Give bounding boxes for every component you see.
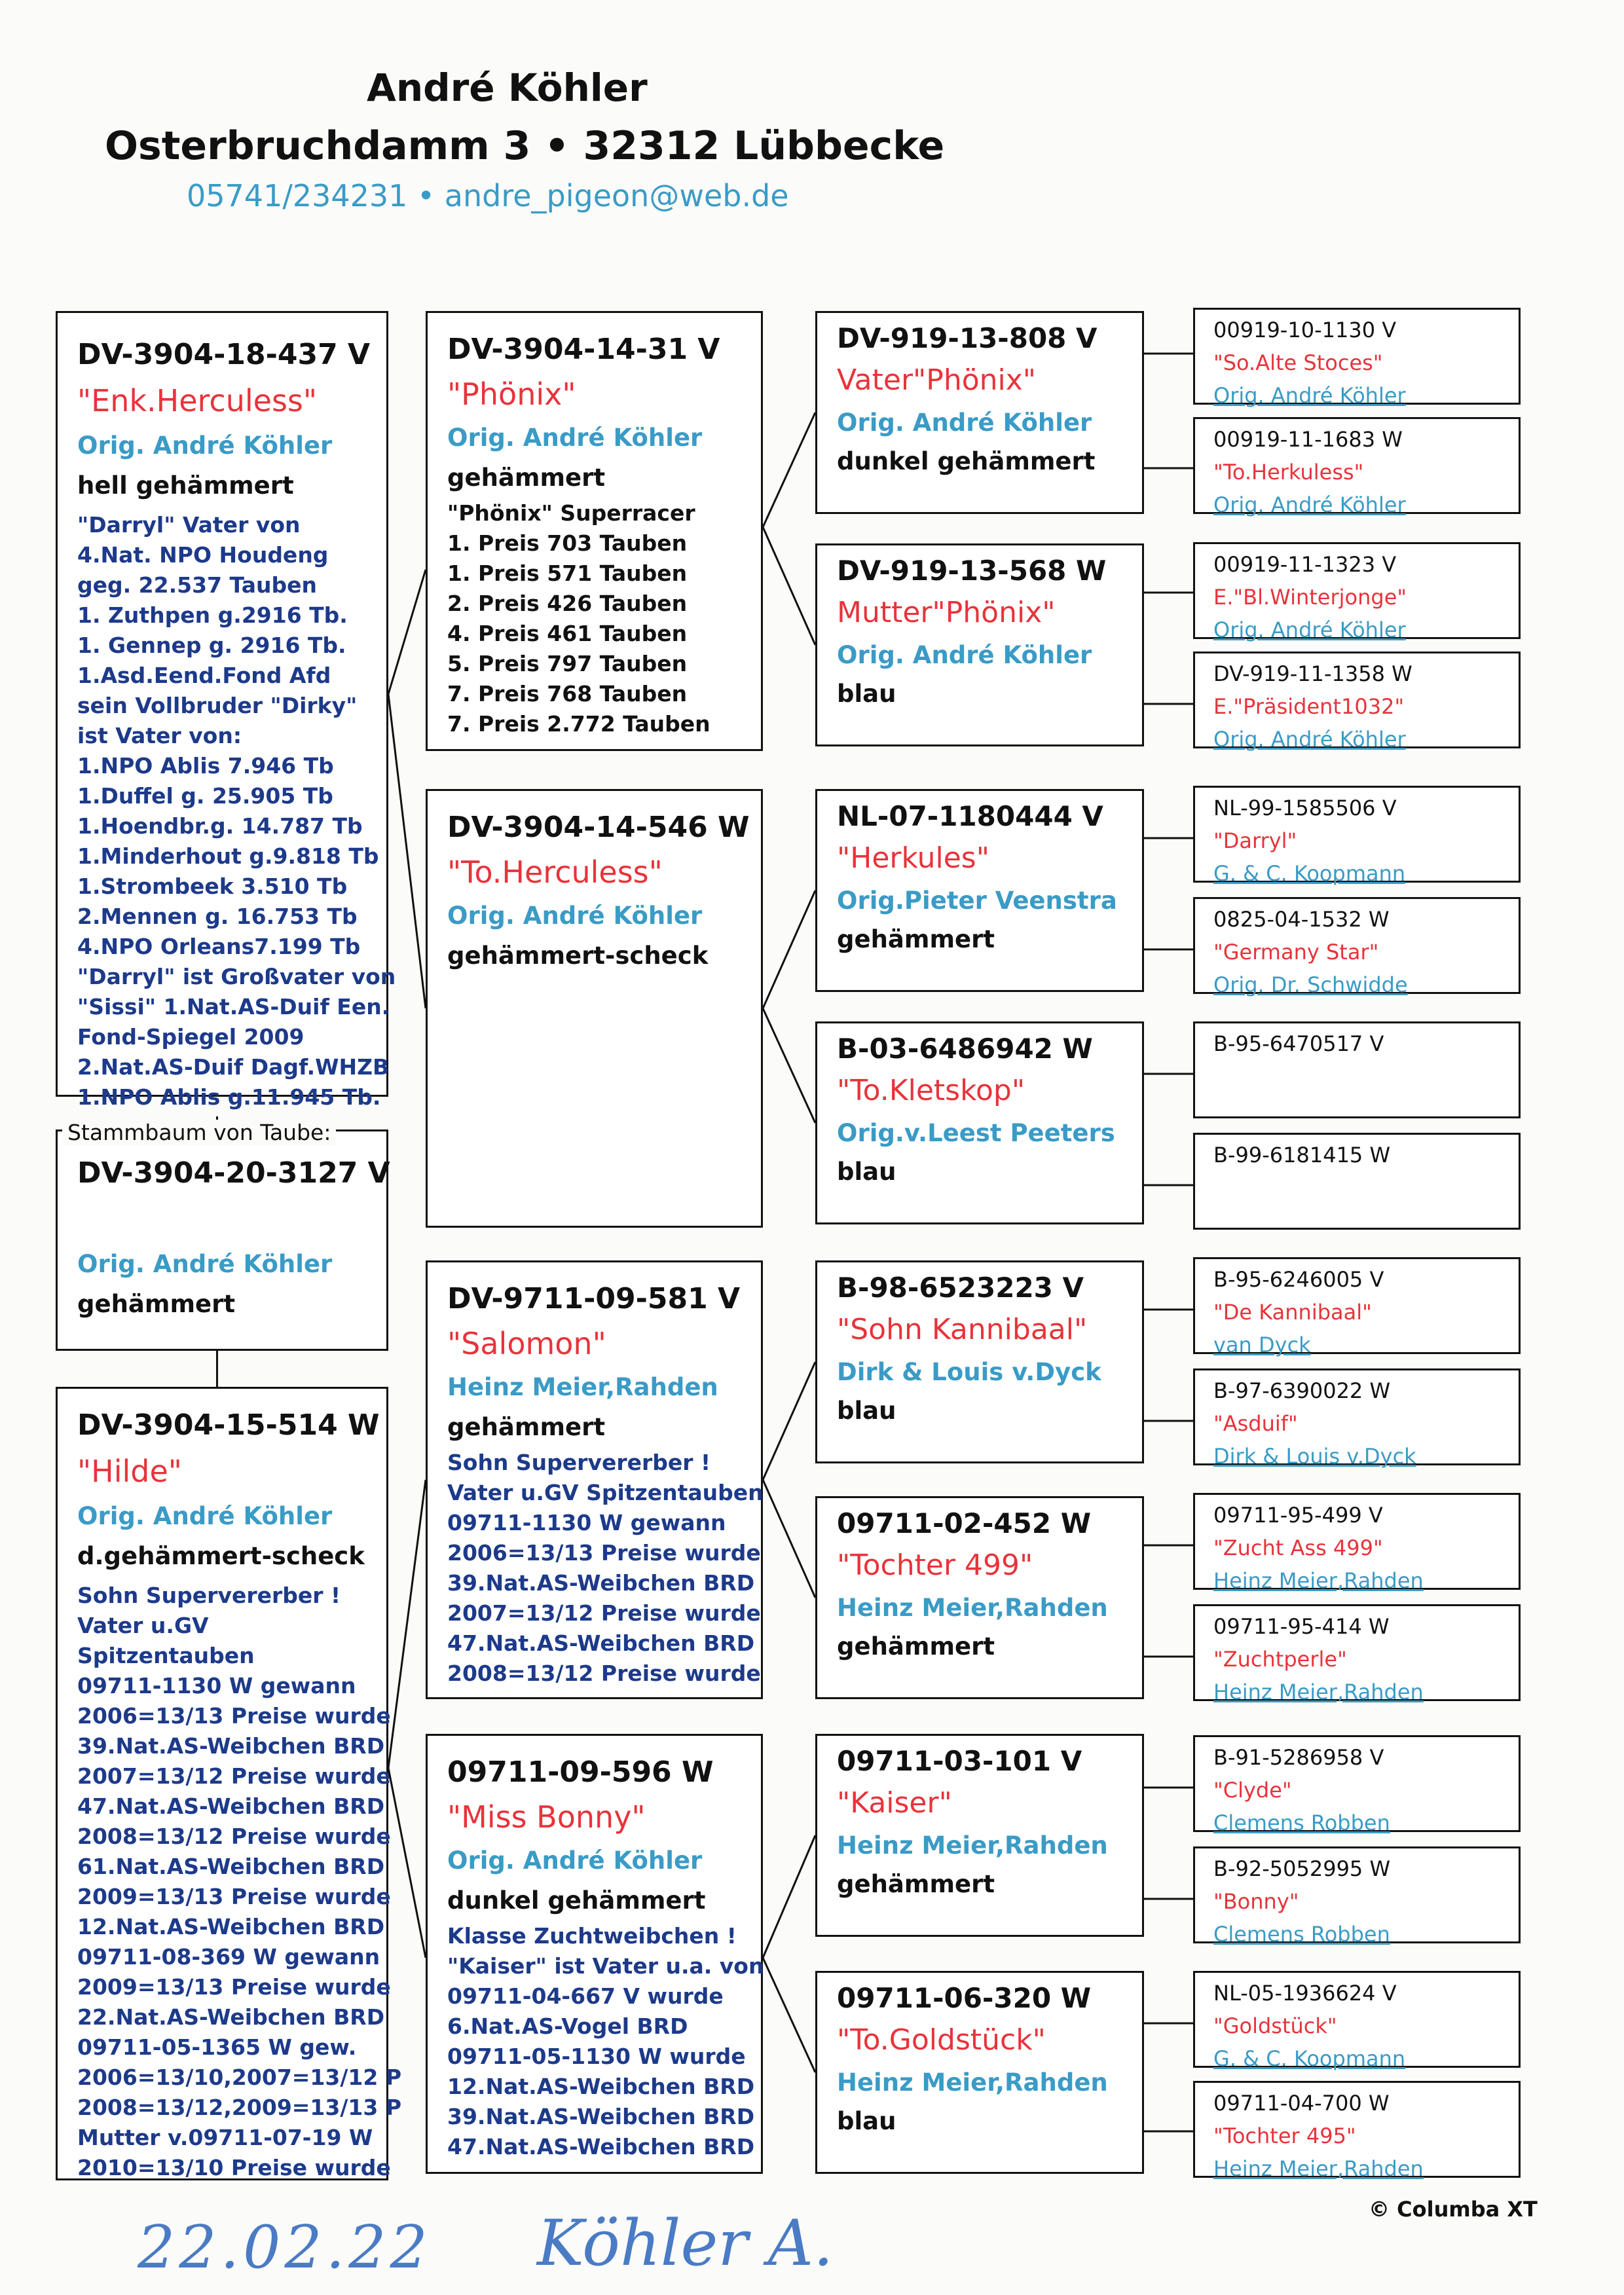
mother-note: 2008=13/12 Preise wurde [77, 1824, 391, 1849]
ggp-ring: 09711-03-101 V [837, 1745, 1082, 1777]
gp-note: 47.Nat.AS-Weibchen BRD [447, 2134, 755, 2159]
ggp-name: "To.Kletskop" [837, 1074, 1025, 1107]
a5-ring: 09711-95-414 W [1213, 1614, 1390, 1639]
mother-note: 2006=13/13 Preise wurde [77, 1703, 391, 1729]
subject-ring: DV-3904-20-3127 V [77, 1156, 390, 1190]
mother-note: 2008=13/12,2009=13/13 P [77, 2095, 401, 2120]
a5-origin: Orig. André Köhler [1213, 383, 1406, 408]
a5-origin: van Dyck [1213, 1332, 1311, 1357]
father-name: "Enk.Herculess" [77, 383, 318, 418]
father-note: 1.Asd.Eend.Fond Afd [77, 663, 331, 688]
a5-ring: 00919-10-1130 V [1213, 318, 1397, 342]
gp-note: 1. Preis 703 Tauben [447, 530, 688, 556]
a5-ring: DV-919-11-1358 W [1213, 661, 1412, 686]
ggp-origin: Orig. André Köhler [837, 641, 1092, 669]
ggp-name: "To.Goldstück" [837, 2023, 1046, 2057]
gp-note: 12.Nat.AS-Weibchen BRD [447, 2074, 755, 2099]
a5-origin: Clemens Robben [1213, 1810, 1390, 1835]
father-note: 1. Zuthpen g.2916 Tb. [77, 602, 348, 628]
gp-name: "Salomon" [447, 1326, 606, 1361]
mother-origin: Orig. André Köhler [77, 1502, 333, 1530]
a5-ring: B-95-6470517 V [1213, 1031, 1384, 1056]
a5-name: "Darryl" [1213, 828, 1297, 853]
a5-origin: Orig. André Köhler [1213, 617, 1406, 642]
connector-line [1144, 1545, 1193, 1657]
ggp-origin: Orig.v.Leest Peeters [837, 1119, 1115, 1147]
father-note: 1.NPO Ablis g.11.945 Tb. [77, 1084, 381, 1110]
mother-note: 09711-08-369 W gewann [77, 1944, 380, 1970]
connector-line [1144, 2023, 1193, 2131]
ggp-ring: 09711-02-452 W [837, 1507, 1092, 1539]
gp-color: gehämmert [447, 1413, 606, 1441]
ggp-ring: B-03-6486942 W [837, 1033, 1093, 1065]
a5-name: E."Bl.Winterjonge" [1213, 585, 1407, 610]
a5-ring: NL-05-1936624 V [1213, 1981, 1397, 2006]
connector-line [763, 413, 815, 645]
ggp-ring: DV-919-13-808 V [837, 322, 1098, 354]
ggp-ring: DV-919-13-568 W [837, 555, 1107, 587]
gp-note: 09711-04-667 V wurde [447, 1983, 724, 2009]
father-note: 1. Gennep g. 2916 Tb. [77, 633, 346, 658]
gp-note: 2007=13/12 Preise wurde [447, 1600, 761, 1626]
a5-ring: NL-99-1585506 V [1213, 796, 1397, 820]
connector-line [1144, 1310, 1193, 1421]
gp-note: 7. Preis 768 Tauben [447, 681, 688, 707]
gp-note: "Kaiser" ist Vater u.a. von [447, 1953, 764, 1979]
handwritten-date: 22.02.22 [138, 2213, 432, 2282]
connector-line [1144, 1788, 1193, 1899]
gp-name: "To.Herculess" [447, 854, 663, 890]
a5-name: "Zuchtperle" [1213, 1647, 1347, 1672]
mother-note: Spitzentauben [77, 1643, 255, 1668]
ggp-name: "Kaiser" [837, 1786, 952, 1820]
ggp-color: gehämmert [837, 1870, 995, 1898]
ggp-name: Vater"Phönix" [837, 363, 1037, 397]
gp-note: Klasse Zuchtweibchen ! [447, 1923, 737, 1949]
father-note: 2.Nat.AS-Duif Dagf.WHZB [77, 1054, 390, 1080]
father-note: 1.Minderhout g.9.818 Tb [77, 843, 379, 869]
gp-note: 09711-05-1130 W wurde [447, 2044, 746, 2069]
breeder-name: André Köhler [367, 65, 648, 110]
connector-line [1144, 838, 1193, 949]
father-note: Fond-Spiegel 2009 [77, 1024, 304, 1050]
ggp-origin: Orig. André Köhler [837, 409, 1092, 437]
connector-line [1144, 593, 1193, 704]
connector-line [763, 890, 815, 1123]
father-note: 4.Nat. NPO Houdeng [77, 542, 329, 568]
signature: Köhler A. [537, 2207, 834, 2280]
gp-note: 47.Nat.AS-Weibchen BRD [447, 1630, 755, 1656]
a5-ring: B-99-6181415 W [1213, 1143, 1391, 1167]
gp-origin: Orig. André Köhler [447, 1846, 703, 1875]
gp-color: gehämmert [447, 464, 606, 492]
father-origin: Orig. André Köhler [77, 431, 333, 460]
gp-note: 2008=13/12 Preise wurde [447, 1661, 761, 1686]
subject-origin: Orig. André Köhler [77, 1250, 333, 1278]
mother-ring: DV-3904-15-514 W [77, 1408, 380, 1442]
pedigree-legend: Stammbaum von Taube: [62, 1120, 336, 1145]
subject-color: gehämmert [77, 1290, 236, 1318]
a5-name: "Tochter 495" [1213, 2123, 1356, 2148]
gp-name: "Phönix" [447, 376, 576, 412]
a5-origin: Dirk & Louis v.Dyck [1213, 1444, 1416, 1469]
gp-origin: Orig. André Köhler [447, 424, 703, 452]
copyright: © Columba XT [1369, 2197, 1538, 2222]
father-note: ist Vater von: [77, 723, 242, 748]
father-note: "Sissi" 1.Nat.AS-Duif Een. [77, 994, 390, 1019]
ggp-name: "Sohn Kannibaal" [837, 1313, 1088, 1346]
father-color: hell gehämmert [77, 471, 294, 500]
gp-ring: 09711-09-596 W [447, 1755, 714, 1789]
mother-note: Mutter v.09711-07-19 W [77, 2125, 373, 2150]
a5-origin: Heinz Meier,Rahden [1213, 2156, 1424, 2181]
a5-ring: B-92-5052995 W [1213, 1856, 1391, 1881]
a5-name: "Bonny" [1213, 1889, 1299, 1914]
gp-note: "Phönix" Superracer [447, 500, 695, 526]
father-ring: DV-3904-18-437 V [77, 338, 371, 371]
mother-note: 61.Nat.AS-Weibchen BRD [77, 1854, 385, 1879]
father-note: 2.Mennen g. 16.753 Tb [77, 904, 358, 929]
gp-note: 6.Nat.AS-Vogel BRD [447, 2013, 688, 2039]
ggp-origin: Orig.Pieter Veenstra [837, 887, 1117, 915]
gp-note: 39.Nat.AS-Weibchen BRD [447, 2104, 755, 2129]
gp-note: 2. Preis 426 Tauben [447, 591, 688, 616]
a5-ring: 00919-11-1323 V [1213, 552, 1397, 577]
a5-ring: B-95-6246005 V [1213, 1267, 1384, 1292]
gp-color: dunkel gehämmert [447, 1886, 706, 1915]
a5-ring: 09711-95-499 V [1213, 1503, 1383, 1528]
gp-origin: Heinz Meier,Rahden [447, 1373, 718, 1401]
ggp-color: blau [837, 1397, 896, 1425]
ggp-ring: 09711-06-320 W [837, 1982, 1092, 2014]
mother-note: Sohn Supervererber ! [77, 1583, 341, 1608]
mother-note: 22.Nat.AS-Weibchen BRD [77, 2004, 385, 2030]
father-note: "Darryl" ist Großvater von [77, 964, 396, 989]
father-note: 1.Hoendbr.g. 14.787 Tb [77, 813, 363, 839]
father-note: 1.Strombeek 3.510 Tb [77, 873, 348, 899]
a5-ring: 00919-11-1683 W [1213, 427, 1403, 452]
ggp-ring: B-98-6523223 V [837, 1272, 1084, 1304]
mother-note: Vater u.GV [77, 1613, 209, 1638]
connector-line [763, 1362, 815, 1598]
gp-ring: DV-9711-09-581 V [447, 1282, 741, 1315]
a5-origin: Heinz Meier,Rahden [1213, 1680, 1424, 1704]
ggp-color: blau [837, 1158, 896, 1186]
mother-color: d.gehämmert-scheck [77, 1542, 365, 1570]
gp-note: Sohn Supervererber ! [447, 1450, 711, 1475]
gp-name: "Miss Bonny" [447, 1799, 646, 1835]
gp-note: 09711-1130 W gewann [447, 1510, 726, 1535]
mother-note: 12.Nat.AS-Weibchen BRD [77, 1914, 385, 1939]
gp-ring: DV-3904-14-546 W [447, 811, 750, 844]
gp-origin: Orig. André Köhler [447, 902, 703, 930]
ggp-color: gehämmert [837, 925, 995, 953]
mother-note: 47.Nat.AS-Weibchen BRD [77, 1793, 385, 1819]
a5-ring: B-97-6390022 W [1213, 1378, 1391, 1403]
ggp-origin: Heinz Meier,Rahden [837, 1594, 1108, 1622]
ggp-name: "Tochter 499" [837, 1549, 1033, 1582]
mother-note: 2007=13/12 Preise wurde [77, 1763, 391, 1789]
connector-line [1144, 1074, 1193, 1185]
gp-note: 4. Preis 461 Tauben [447, 621, 688, 646]
gp-color: gehämmert-scheck [447, 942, 709, 970]
gp-note: 7. Preis 2.772 Tauben [447, 711, 710, 737]
gp-ring: DV-3904-14-31 V [447, 333, 720, 366]
mother-note: 2009=13/13 Preise wurde [77, 1974, 391, 2000]
mother-note: 2009=13/13 Preise wurde [77, 1884, 391, 1909]
ggp-name: "Herkules" [837, 841, 989, 875]
a5-origin: G. & C. Koopmann [1213, 2046, 1406, 2071]
connector-line [388, 1480, 426, 1958]
gp-note: 2006=13/13 Preise wurde [447, 1540, 761, 1566]
connector-line [388, 570, 426, 1008]
gp-note: 1. Preis 571 Tauben [447, 560, 688, 586]
breeder-address: Osterbruchdamm 3 • 32312 Lübbecke [105, 123, 945, 169]
father-note: geg. 22.537 Tauben [77, 572, 317, 598]
gp-note: Vater u.GV Spitzentauben [447, 1480, 764, 1505]
a5-origin: Clemens Robben [1213, 1922, 1390, 1947]
ggp-origin: Heinz Meier,Rahden [837, 1831, 1108, 1860]
a5-origin: Orig. Dr. Schwidde [1213, 972, 1408, 997]
a5-name: "Goldstück" [1213, 2013, 1337, 2038]
a5-name: "Asduif" [1213, 1411, 1298, 1436]
a5-origin: Heinz Meier,Rahden [1213, 1568, 1424, 1593]
a5-name: "Clyde" [1213, 1778, 1292, 1803]
a5-ring: 0825-04-1532 W [1213, 907, 1390, 932]
ggp-origin: Heinz Meier,Rahden [837, 2068, 1108, 2097]
a5-origin: Orig. André Köhler [1213, 727, 1406, 752]
ggp-color: gehämmert [837, 1632, 995, 1661]
gp-note: 39.Nat.AS-Weibchen BRD [447, 1570, 755, 1596]
mother-name: "Hilde" [77, 1454, 182, 1489]
mother-note: 09711-05-1365 W gew. [77, 2034, 357, 2060]
a5-ring: 09711-04-700 W [1213, 2091, 1390, 2116]
father-note: "Darryl" Vater von [77, 512, 301, 538]
mother-note: 39.Nat.AS-Weibchen BRD [77, 1733, 385, 1759]
a5-name: "To.Herkuless" [1213, 460, 1364, 485]
a5-origin: G. & C. Koopmann [1213, 861, 1406, 886]
ggp-name: Mutter"Phönix" [837, 596, 1056, 629]
ggp-color: blau [837, 680, 896, 708]
a5-name: E."Präsident1032" [1213, 694, 1405, 719]
a5-ring: B-91-5286958 V [1213, 1745, 1384, 1770]
a5-origin: Orig. André Köhler [1213, 492, 1406, 517]
father-note: 4.NPO Orleans7.199 Tb [77, 934, 361, 959]
a5-name: "De Kannibaal" [1213, 1300, 1372, 1325]
father-note: 1.NPO Ablis 7.946 Tb [77, 753, 334, 779]
ggp-color: dunkel gehämmert [837, 447, 1096, 475]
gp-note: 5. Preis 797 Tauben [447, 651, 688, 676]
a5-name: "So.Alte Stoces" [1213, 350, 1383, 375]
mother-note: 09711-1130 W gewann [77, 1673, 356, 1698]
mother-note: 2010=13/10 Preise wurde [77, 2155, 391, 2180]
a5-name: "Zucht Ass 499" [1213, 1535, 1383, 1560]
mother-note: 2006=13/10,2007=13/12 P [77, 2065, 401, 2090]
father-note: sein Vollbruder "Dirky" [77, 693, 358, 718]
a5-name: "Germany Star" [1213, 940, 1379, 964]
ggp-origin: Dirk & Louis v.Dyck [837, 1358, 1101, 1386]
connector-line [763, 1835, 815, 2072]
connector-line [1144, 354, 1193, 468]
father-note: 1.Duffel g. 25.905 Tb [77, 783, 333, 809]
ggp-ring: NL-07-1180444 V [837, 800, 1103, 832]
breeder-contact: 05741/234231 • andre_pigeon@web.de [187, 178, 789, 213]
ggp-color: blau [837, 2107, 896, 2135]
